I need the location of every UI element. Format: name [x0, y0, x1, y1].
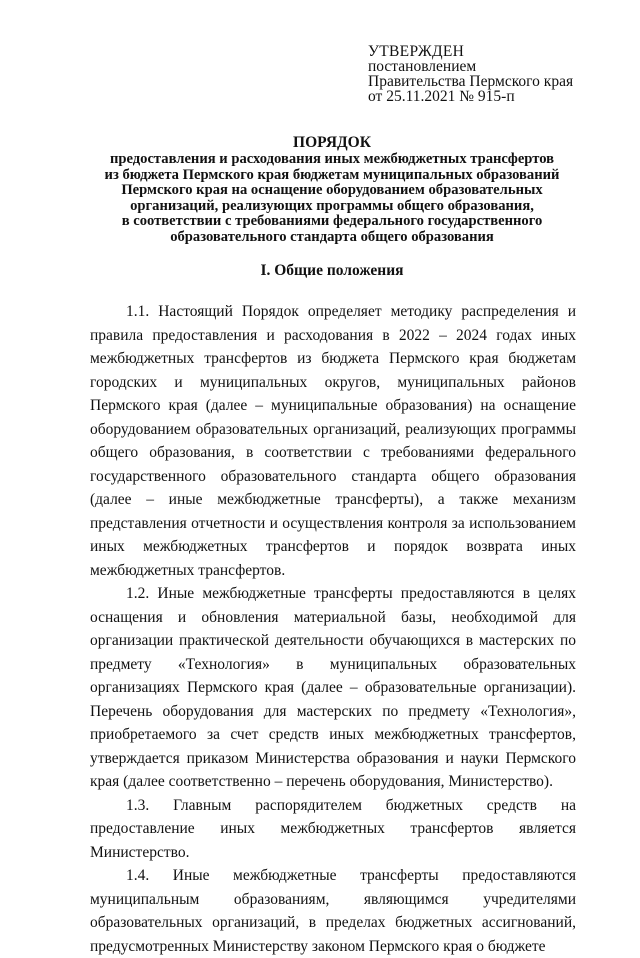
approval-date-number: от 25.11.2021 № 915-п	[368, 88, 515, 105]
document-title: ПОРЯДОК	[293, 134, 371, 151]
paragraph-1-1: 1.1. Настоящий Порядок определяет методику распределения и правила предоставления и расходования в 2022 – 2024 годах иных межбюджетных трансфертов из бюджета Пермского края бюджетам городских и муниципальных округов, муниципальных районов Пермского края (далее – муниципальные образования) на оснащение оборудованием образовательных организаций, реализующих программы общего образования, в соответствии с требованиями федерального государственного образовательного стандарта общего образования (далее – иные межбюджетные трансферты), а также механизм представления отчетности и осуществления контроля за использованием иных межбюджетных трансфертов и порядок возврата иных межбюджетных трансфертов.	[90, 303, 576, 579]
section-heading: I. Общие положения	[260, 262, 404, 279]
subtitle-line: Пермского края на оснащение оборудованием образовательных	[121, 182, 543, 198]
subtitle-line: из бюджета Пермского края бюджетам муниципальных образований	[104, 166, 560, 183]
subtitle-line: образовательного стандарта общего образования	[170, 228, 494, 245]
subtitle-line: организаций, реализующих программы общего образования,	[130, 197, 534, 214]
section-body	[90, 300, 576, 958]
approval-line: Правительства Пермского края	[368, 73, 574, 90]
paragraph-1-3: 1.3. Главным распорядителем бюджетных средств на предоставление иных межбюджетных трансфертов является Министерство.	[90, 796, 576, 861]
approval-line: постановлением	[368, 58, 477, 75]
document-subtitle	[88, 152, 576, 245]
approval-stamp	[368, 44, 573, 104]
paragraph-1-4: 1.4. Иные межбюджетные трансферты предоставляются муниципальным образованиям, являющимся учредителями образовательных организаций, в пределах бюджетных ассигнований, предусмотренных Министерству законом Пермского края о бюджете	[90, 867, 576, 955]
subtitle-line: в соответствии с требованиями федерального государственного	[121, 213, 543, 229]
paragraph-1-2: 1.2. Иные межбюджетные трансферты предоставляются в целях оснащения и обновления материальной базы, необходимой для организации практической деятельности обучающихся в мастерских по предмету «Технология» в муниципальных образовательных организациях Пермского края (далее – образовательные организации). Перечень оборудования для мастерских по предмету «Технология», приобретаемого за счет средств иных межбюджетных трансфертов, утверждается приказом Министерства образования и науки Пермского края (далее соответственно – перечень оборудования, Министерство).	[90, 585, 576, 790]
subtitle-line: предоставления и расходования иных межбюджетных трансфертов	[109, 151, 555, 167]
approval-heading: УТВЕРЖДЕН	[368, 43, 465, 60]
